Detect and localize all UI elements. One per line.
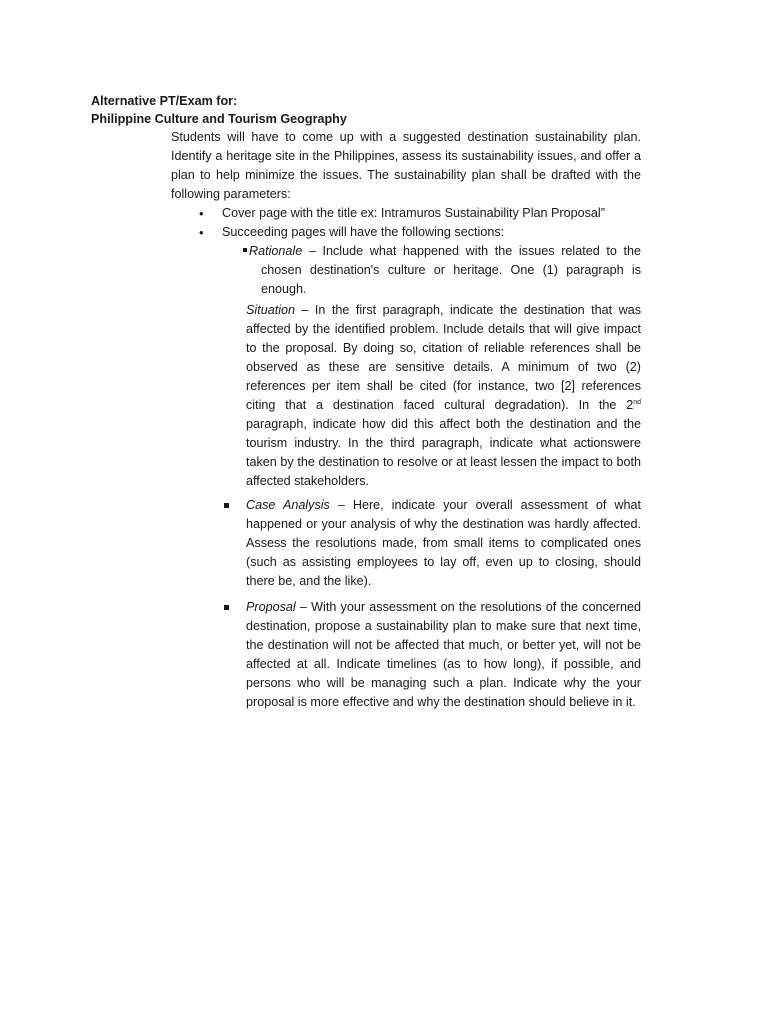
- section-body: – Include what happened with the issues related to the chosen destination's culture or heritage. One (1) paragraph is enough.: [261, 244, 641, 296]
- section-term: Rationale: [249, 244, 303, 258]
- section-body: – Here, indicate your overall assessment of what happened or your analysis of why the destination was hardly affected. Assess the resolutions made, from small items to complicated ones (such as assisting employees to lay off, even up to closing, should there be, and the like).: [246, 498, 641, 588]
- ordinal-suffix: nd: [633, 398, 641, 406]
- bullet-text: Succeeding pages will have the following sections:: [222, 225, 505, 239]
- square-bullet-icon: [243, 248, 247, 252]
- section-proposal: [246, 598, 641, 712]
- bullet-text: Cover page with the title ex: Intramuros Sustainability Plan Proposal”: [222, 206, 605, 220]
- section-body: – With your assessment on the resolutions of the concerned destination, propose a sustainability plan to make sure that next time, the destination will not be affected that much, or better yet, will not be affected at all. Indicate timelines (as to how long), if possible, and persons who will be managing such a plan. Indicate why the your proposal is more effective and why the destination should believe in it.: [246, 600, 641, 709]
- square-bullet-icon: [224, 503, 229, 508]
- bullet-icon: •: [199, 225, 204, 240]
- section-term: Situation: [246, 303, 296, 317]
- section-term: Case Analysis: [246, 498, 330, 512]
- section-body-continued: paragraph, indicate how did this affect both the destination and the tourism industry. In the third paragraph, indicate what actionswere taken by the destination to resolve or at least lessen the impact to both affected stakeholders.: [246, 417, 641, 488]
- document-title: Alternative PT/Exam for:: [91, 94, 238, 108]
- section-case-analysis: [246, 496, 641, 591]
- intro-paragraph: Students will have to come up with a suggested destination sustainability plan. Identify a heritage site in the Philippines, assess its sustainability issues, and offer a plan to help minimize the issues. The sustainability plan shall be drafted with the following parameters:: [171, 130, 641, 201]
- section-body: – In the first paragraph, indicate the destination that was affected by the identified problem. Include details that will give impact to the proposal. By doing so, citation of reliable references shall be observed as these are sensitive details. A minimum of two (2) references per item shall be cited (for instance, two [2] references citing that a destination faced cultural degradation). In the 2: [246, 303, 641, 412]
- section-term: Proposal: [246, 600, 296, 614]
- section-situation: [246, 301, 641, 491]
- section-rationale: [243, 242, 641, 299]
- bullet-icon: •: [199, 206, 204, 221]
- course-title: Philippine Culture and Tourism Geography: [91, 112, 347, 126]
- square-bullet-icon: [224, 605, 229, 610]
